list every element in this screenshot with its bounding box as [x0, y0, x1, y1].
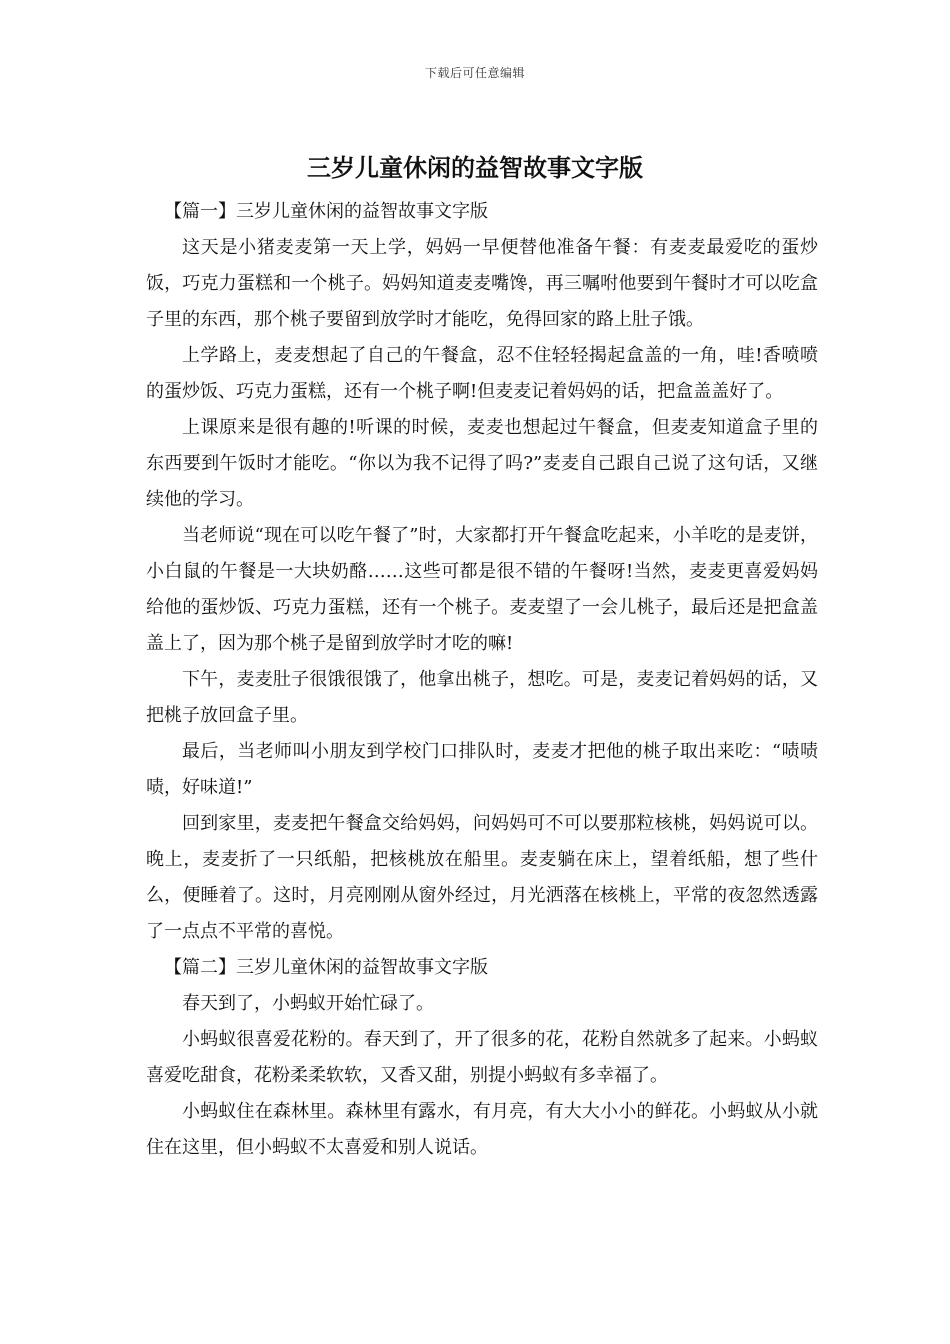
paragraph: 回到家里，麦麦把午餐盒交给妈妈，问妈妈可不可以要那粒核桃，妈妈说可以。晚上，麦麦折了一只纸船，把核桃放在船里。麦麦躺在床上，望着纸船，想了些什么，便睡着了。这时，月亮刚刚从窗外经过，月光洒落在核桃上，平常的夜忽然透露了一点点不平常的喜悦。 — [146, 813, 818, 942]
section-heading: 【篇一】三岁儿童休闲的益智故事文字版 — [164, 201, 488, 222]
paragraph: 最后，当老师叫小朋友到学校门口排队时，麦麦才把他的桃子取出来吃：“啧啧啧，好味道!” — [146, 741, 818, 798]
page-header-note: 下载后可任意编辑 — [424, 66, 525, 80]
paragraph: 上学路上，麦麦想起了自己的午餐盒，忍不住轻轻揭起盒盖的一角，哇!香喷喷的蛋炒饭、巧克力蛋糕，还有一个桃子啊!但麦麦记着妈妈的话，把盒盖盖好了。 — [146, 345, 818, 402]
paragraph: 小蚂蚁住在森林里。森林里有露水，有月亮，有大大小小的鲜花。小蚂蚁从小就住在这里，但小蚂蚁不太喜爱和别人说话。 — [146, 1101, 818, 1158]
section-heading: 【篇二】三岁儿童休闲的益智故事文字版 — [164, 957, 488, 978]
paragraph: 这天是小猪麦麦第一天上学，妈妈一早便替他准备午餐：有麦麦最爱吃的蛋炒饭，巧克力蛋糕和一个桃子。妈妈知道麦麦嘴馋，再三嘱咐他要到午餐时才可以吃盒子里的东西，那个桃子要留到放学时才能吃，免得回家的路上肚子饿。 — [146, 237, 818, 330]
paragraph: 春天到了，小蚂蚁开始忙碌了。 — [182, 993, 434, 1014]
paragraph: 当老师说“现在可以吃午餐了”时，大家都打开午餐盒吃起来，小羊吃的是麦饼，小白鼠的午餐是一大块奶酪……这些可都是很不错的午餐呀!当然，麦麦更喜爱妈妈给他的蛋炒饭、巧克力蛋糕，还有一个桃子。麦麦望了一会儿桃子，最后还是把盒盖盖上了，因为那个桃子是留到放学时才吃的嘛! — [146, 525, 818, 654]
document-title: 三岁儿童休闲的益智故事文字版 — [307, 154, 643, 182]
paragraph: 下午，麦麦肚子很饿很饿了，他拿出桃子，想吃。可是，麦麦记着妈妈的话，又把桃子放回盒子里。 — [146, 669, 818, 726]
paragraph: 上课原来是很有趣的!听课的时候，麦麦也想起过午餐盒，但麦麦知道盒子里的东西要到午饭时才能吃。“你以为我不记得了吗?”麦麦自己跟自己说了这句话，又继续他的学习。 — [146, 417, 818, 510]
document-body — [146, 194, 818, 1166]
paragraph: 小蚂蚁很喜爱花粉的。春天到了，开了很多的花，花粉自然就多了起来。小蚂蚁喜爱吃甜食，花粉柔柔软软，又香又甜，别提小蚂蚁有多幸福了。 — [146, 1029, 818, 1086]
